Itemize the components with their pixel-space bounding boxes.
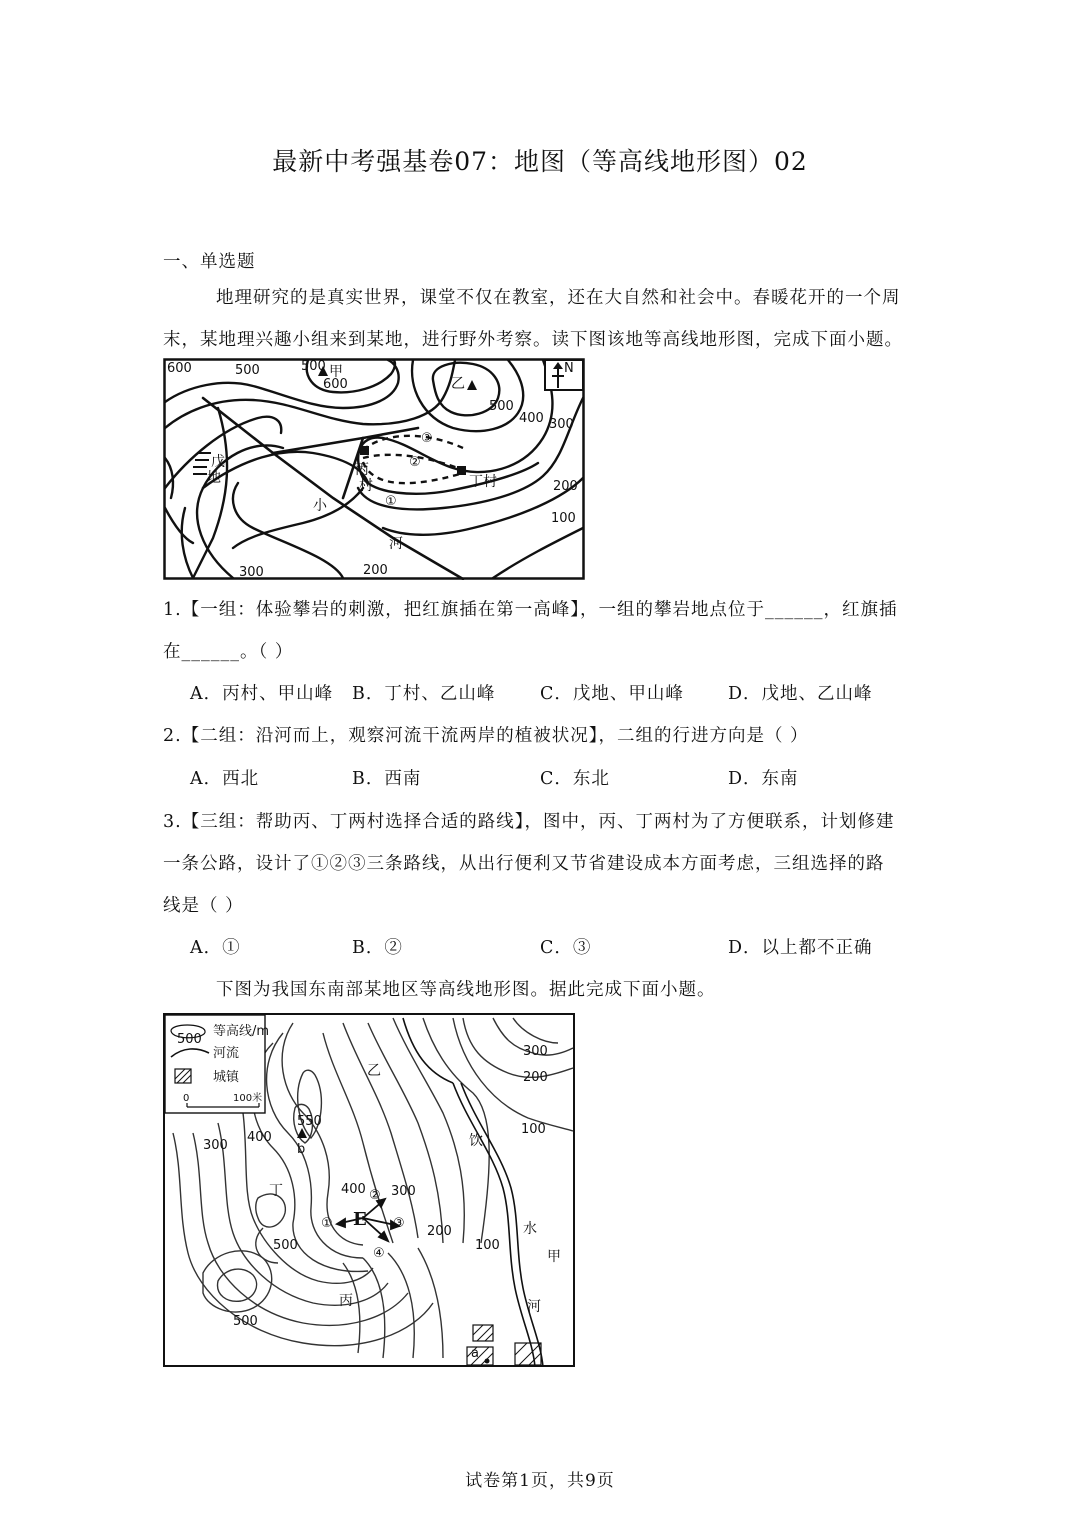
q3-option-a[interactable]: A．①	[190, 938, 241, 958]
q1-option-a[interactable]: A．丙村、甲山峰	[190, 684, 334, 704]
intro1-line2: 末，某地理兴趣小组来到某地，进行野外考察。读下图该地等高线地形图，完成下面小题。	[163, 330, 903, 350]
q2-option-a[interactable]: A．西北	[190, 769, 260, 789]
q3-option-b[interactable]: B．②	[352, 938, 403, 958]
q1-option-c[interactable]: C．戊地、甲山峰	[540, 684, 684, 704]
q1-option-d[interactable]: D．戊地、乙山峰	[728, 684, 873, 704]
map1-label: 200	[553, 479, 578, 494]
map2-label: 丙	[339, 1293, 353, 1309]
map2-label: 500	[273, 1238, 298, 1253]
q1-option-b[interactable]: B．丁村、乙山峰	[352, 684, 496, 704]
page-footer: 试卷第1页，共9页	[465, 1471, 615, 1491]
map1-label: 500	[235, 363, 260, 378]
map2-legend-river: 河流	[213, 1046, 240, 1061]
map2-label: b	[297, 1142, 306, 1157]
q1-line1: 1.【一组：体验攀岩的刺激，把红旗插在第一高峰】，一组的攀岩地点位于______，红旗插	[163, 600, 898, 620]
map2-label: E	[353, 1209, 367, 1230]
q2-option-d[interactable]: D．东南	[728, 769, 799, 789]
map1-label: 小	[313, 498, 327, 514]
map1-label: 500	[301, 359, 326, 374]
map1-label: 400	[519, 411, 544, 426]
map2-label: a	[471, 1346, 479, 1361]
q3-option-d[interactable]: D．以上都不正确	[728, 938, 873, 958]
page-title: 最新中考强基卷07：地图（等高线地形图）02	[272, 147, 808, 176]
map2-label: 200	[523, 1070, 548, 1085]
map1-label: 300	[239, 565, 264, 580]
map1-label: N	[564, 361, 574, 376]
map2-label: ①	[321, 1216, 333, 1231]
contour-map-2	[163, 1013, 575, 1367]
map1-label: 河	[389, 536, 403, 552]
map2-label: 300	[203, 1138, 228, 1153]
map1-label: 300	[549, 417, 574, 432]
contour-map-1	[163, 358, 585, 580]
map2-label: 400	[247, 1130, 272, 1145]
map2-legend-scale: 0	[183, 1093, 190, 1104]
map2-label: ②	[369, 1188, 381, 1203]
map1-label: 丙	[355, 462, 369, 478]
q2-line1: 2.【二组：沿河而上，观察河流干流两岸的植被状况】，二组的行进方向是（ ）	[163, 726, 809, 746]
map1-label: 戊	[211, 454, 225, 470]
map2-legend-town: 城镇	[213, 1070, 240, 1085]
intro2: 下图为我国东南部某地区等高线地形图。据此完成下面小题。	[216, 980, 716, 1000]
map1-label: 600	[323, 377, 348, 392]
map1-label: 500	[489, 399, 514, 414]
map1-label: 地	[207, 470, 221, 486]
map2-label: 饮	[469, 1133, 483, 1149]
map2-label: 500	[177, 1032, 202, 1047]
map1-label: 600	[167, 361, 192, 376]
q3-option-c[interactable]: C．③	[540, 938, 592, 958]
q1-line2: 在______。（ ）	[163, 642, 294, 662]
map2-label: 100	[521, 1122, 546, 1137]
q3-line3: 线是（ ）	[163, 896, 244, 916]
map2-label: 400	[341, 1182, 366, 1197]
map1-label: ③	[421, 431, 433, 446]
map2-label: 300	[391, 1184, 416, 1199]
map2-legend-scale: 100米	[233, 1093, 263, 1104]
map2-legend-contour: 等高线/m	[213, 1024, 270, 1039]
map2-label: ③	[393, 1216, 405, 1231]
map1-label: 200	[363, 563, 388, 578]
map2-label: 100	[475, 1238, 500, 1253]
map2-label: 500	[233, 1314, 258, 1329]
map1-label: ②	[409, 455, 421, 470]
intro1-line1: 地理研究的是真实世界，课堂不仅在教室，还在大自然和社会中。春暖花开的一个周	[216, 288, 901, 308]
map2-label: 乙	[367, 1063, 381, 1079]
q3-line1: 3.【三组：帮助丙、丁两村选择合适的路线】，图中，丙、丁两村为了方便联系，计划修建	[163, 812, 895, 832]
q2-option-b[interactable]: B．西南	[352, 769, 422, 789]
map1-label: 丁村	[469, 474, 497, 490]
q3-line2: 一条公路，设计了①②③三条路线，从出行便利又节省建设成本方面考虑，三组选择的路	[163, 854, 885, 874]
map2-label: 水	[523, 1221, 537, 1237]
map1-label: 100	[551, 511, 576, 526]
map2-label: ④	[373, 1246, 385, 1261]
map1-label: 村	[359, 478, 373, 494]
q2-option-c[interactable]: C．东北	[540, 769, 610, 789]
map2-label: 200	[427, 1224, 452, 1239]
map2-label: 550	[297, 1114, 322, 1129]
map2-label: 丁	[269, 1183, 283, 1199]
map1-label: ①	[385, 494, 397, 509]
map2-label: 300	[523, 1044, 548, 1059]
map1-label: 乙	[451, 376, 465, 392]
map2-label: 甲	[547, 1249, 561, 1265]
map1-label: 甲	[329, 364, 343, 380]
map2-label: 河	[527, 1299, 541, 1315]
section-heading: 一、单选题	[163, 252, 256, 272]
